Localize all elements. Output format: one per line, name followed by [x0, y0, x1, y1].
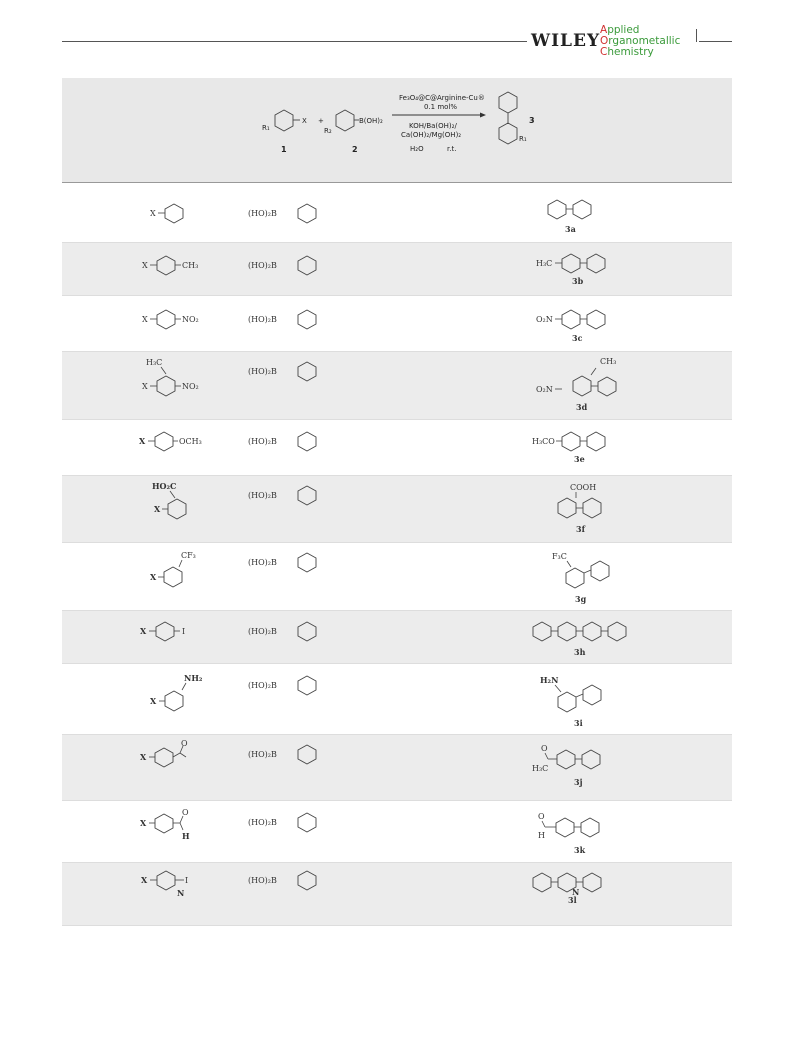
aryl-x: X	[142, 382, 148, 391]
product-id: 3j	[574, 777, 583, 787]
boronic-acid: (HO)₂B	[248, 437, 277, 446]
boronic-acid: (HO)₂B	[248, 367, 277, 376]
aryl-x: X	[142, 261, 148, 270]
product-substituent: O	[541, 744, 548, 753]
table-row	[62, 476, 732, 543]
catalyst-label: Fe₃O₄@C@Arginine-Cu®	[399, 94, 485, 102]
table-row	[62, 420, 732, 476]
aryl-substituent: NO₂	[182, 382, 199, 391]
boronic-label: B(OH)₂	[359, 117, 383, 125]
boronic-acid: (HO)₂B	[248, 681, 277, 690]
aryl-x: X	[140, 752, 147, 762]
product-r1: R₁	[519, 135, 527, 143]
product-id: 3k	[574, 845, 586, 855]
table-row	[62, 863, 732, 926]
table-header-scheme	[62, 78, 732, 183]
base-label-1: KOH/Ba(OH)₂/	[409, 122, 457, 130]
boronic-acid: (HO)₂B	[248, 558, 277, 567]
plus-sign: +	[318, 117, 324, 125]
header-rule	[62, 41, 527, 42]
aryl-substituent: OCH₃	[179, 437, 202, 446]
product-id: 3i	[574, 718, 583, 728]
aryl-substituent: CF₃	[181, 551, 196, 560]
base-label-2: Ca(OH)₂/Mg(OH)₂	[401, 131, 462, 139]
product-substituent: H₃C	[536, 259, 553, 268]
boronic-acid: (HO)₂B	[248, 750, 277, 759]
table-row	[62, 735, 732, 801]
reaction-scheme	[62, 78, 732, 182]
boronic-acid: (HO)₂B	[248, 261, 277, 270]
product-substituent: O	[538, 812, 545, 821]
x-label: X	[302, 117, 307, 125]
aryl-substituent: I	[182, 627, 186, 636]
table-row	[62, 296, 732, 352]
aryl-substituent-2: H₃C	[146, 358, 163, 367]
aryl-x: X	[141, 875, 148, 885]
aryl-x: X	[150, 696, 157, 706]
aryl-x: X	[140, 626, 147, 636]
product-substituent: N	[572, 887, 580, 897]
solvent-label: H₂O	[410, 145, 424, 153]
table-row	[62, 664, 732, 735]
boronic-acid: (HO)₂B	[248, 491, 277, 500]
boronic-acid: (HO)₂B	[248, 315, 277, 324]
boronic-acid: (HO)₂B	[248, 818, 277, 827]
product-number: 3	[529, 116, 535, 125]
r1-label: R₁	[262, 124, 270, 132]
product-substituent: O₂N	[536, 385, 553, 394]
aryl-x: X	[140, 818, 147, 828]
journal-logo: Applied Organometallic Chemistry	[600, 24, 681, 58]
aryl-substituent: NH₂	[184, 673, 203, 683]
product-substituent: H₂N	[540, 675, 559, 685]
product-id: 3e	[574, 454, 585, 464]
aryl-substituent: CH₃	[182, 261, 199, 270]
aryl-substituent: HO₂C	[152, 481, 177, 491]
boronic-acid: (HO)₂B	[248, 627, 277, 636]
aryl-x: X	[150, 572, 157, 582]
aryl-substituent: O	[181, 739, 188, 748]
product-id: 3a	[565, 224, 576, 234]
publisher-logo: WILEY	[531, 31, 601, 51]
product-substituent: O₂N	[536, 315, 553, 324]
aryl-x: X	[142, 315, 148, 324]
product-id: 3l	[568, 895, 577, 905]
product-id: 3f	[576, 524, 586, 534]
boronic-acid: (HO)₂B	[248, 876, 277, 885]
loading-label: 0.1 mol%	[424, 103, 458, 111]
header-tick	[696, 29, 697, 42]
product-id: 3c	[572, 333, 583, 343]
product-substituent-2: CH₃	[600, 357, 617, 366]
aryl-x: X	[154, 504, 161, 514]
aryl-substituent-2: H	[182, 831, 190, 841]
r2-label: R₂	[324, 127, 332, 135]
boronic-acid: (HO)₂B	[248, 209, 277, 218]
reactant1-number: 1	[281, 145, 287, 154]
product-substituent: H₃CO	[532, 437, 555, 446]
aryl-substituent-2: N	[177, 888, 185, 898]
aryl-x: X	[139, 436, 146, 446]
table-row	[62, 801, 732, 863]
product-substituent: F₃C	[552, 552, 567, 561]
reactant2-number: 2	[352, 145, 358, 154]
product-substituent-2: H₃C	[532, 764, 549, 773]
table-row	[62, 352, 732, 420]
aryl-substituent: O	[182, 808, 189, 817]
temperature-label: r.t.	[447, 145, 457, 153]
table-row	[62, 183, 732, 243]
product-substituent-2: H	[538, 831, 545, 840]
product-id: 3b	[572, 276, 584, 286]
reaction-table	[62, 78, 732, 926]
product-id: 3d	[576, 402, 588, 412]
aryl-substituent: NO₂	[182, 315, 199, 324]
product-id: 3h	[574, 647, 586, 657]
table-row	[62, 543, 732, 611]
product-id: 3g	[575, 594, 587, 604]
table-row	[62, 611, 732, 664]
product-substituent: COOH	[570, 483, 597, 492]
aryl-substituent: I	[185, 876, 189, 885]
table-row	[62, 243, 732, 296]
header-rule-right	[699, 41, 732, 42]
aryl-x: X	[150, 209, 156, 218]
